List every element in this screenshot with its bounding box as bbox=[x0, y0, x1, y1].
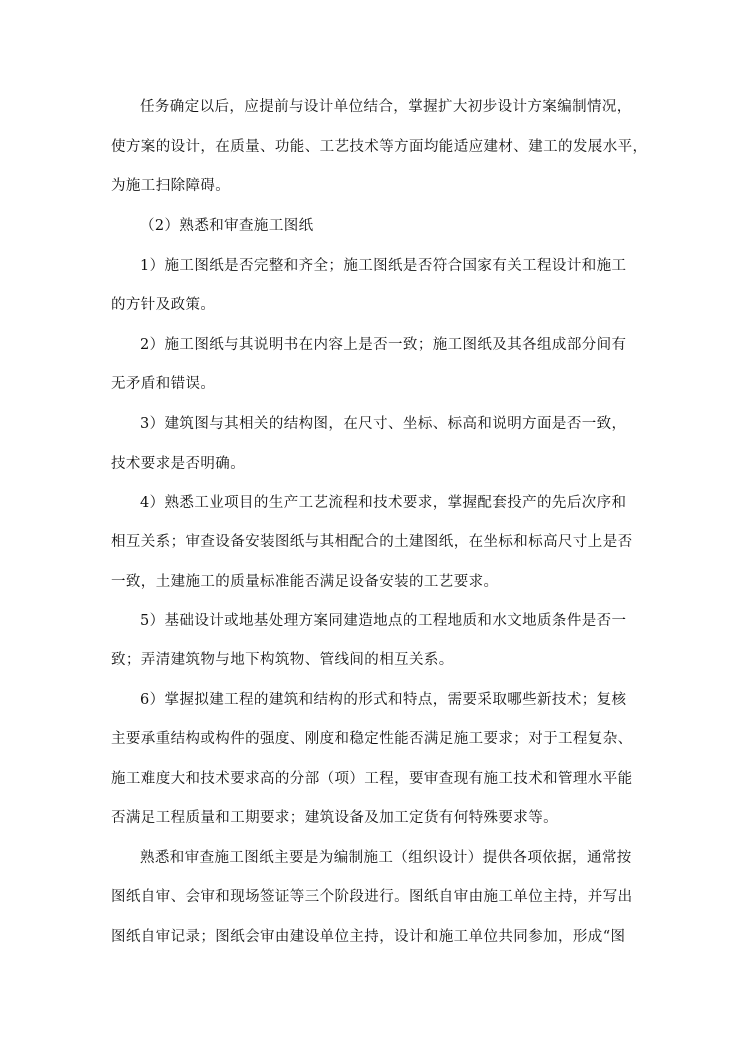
list-item-line: 施工难度大和技术要求高的分部（项）工程，要审查现有施工技术和管理水平能 bbox=[111, 771, 633, 787]
paragraph-line: 任务确定以后，应提前与设计单位结合，掌握扩大初步设计方案编制情况， bbox=[140, 99, 632, 115]
list-item-line: 5）基础设计或地基处理方案同建造地点的工程地质和水文地质条件是否一 bbox=[140, 613, 627, 629]
list-item-line: 否满足工程质量和工期要求；建筑设备及加工定货有何特殊要求等。 bbox=[111, 810, 558, 826]
paragraph-line: 熟悉和审查施工图纸主要是为编制施工（组织设计）提供各项依据，通常按 bbox=[140, 850, 632, 866]
list-item-line: 一致，土建施工的质量标准能否满足设备安装的工艺要求。 bbox=[111, 574, 499, 590]
list-item-line: 的方针及政策。 bbox=[111, 297, 216, 313]
list-item-line: 致；弄清建筑物与地下构筑物、管线间的相互关系。 bbox=[111, 652, 454, 668]
paragraph-line: 图纸自审、会审和现场签证等三个阶段进行。图纸自审由施工单位主持，并写出 bbox=[111, 889, 633, 905]
list-item-line: 2）施工图纸与其说明书在内容上是否一致；施工图纸及其各组成部分间有 bbox=[140, 337, 627, 353]
list-item-line: 1）施工图纸是否完整和齐全；施工图纸是否符合国家有关工程设计和施工 bbox=[140, 258, 627, 274]
list-item-line: 4）熟悉工业项目的生产工艺流程和技术要求，掌握配套投产的先后次序和 bbox=[140, 495, 627, 511]
list-item-line: 技术要求是否明确。 bbox=[111, 456, 246, 472]
list-item-line: 主要承重结构或构件的强度、刚度和稳定性能否满足施工要求；对于工程复杂、 bbox=[111, 731, 633, 747]
list-item-line: 相互关系；审查设备安装图纸与其相配合的土建图纸，在坐标和标高尺寸上是否 bbox=[111, 534, 633, 550]
paragraph-line: 图纸自审记录；图纸会审由建设单位主持，设计和施工单位共同参加，形成“图 bbox=[111, 929, 626, 945]
paragraph-line: 使方案的设计，在质量、功能、工艺技术等方面均能适应建材、建工的发展水平， bbox=[111, 139, 648, 155]
section-heading: （2）熟悉和审查施工图纸 bbox=[140, 218, 314, 234]
list-item-line: 3）建筑图与其相关的结构图，在尺寸、坐标、标高和说明方面是否一致， bbox=[140, 416, 627, 432]
list-item-line: 6）掌握拟建工程的建筑和结构的形式和特点，需要采取哪些新技术；复核 bbox=[140, 692, 627, 708]
paragraph-line: 为施工扫除障碍。 bbox=[111, 178, 231, 194]
list-item-line: 无矛盾和错误。 bbox=[111, 376, 216, 392]
